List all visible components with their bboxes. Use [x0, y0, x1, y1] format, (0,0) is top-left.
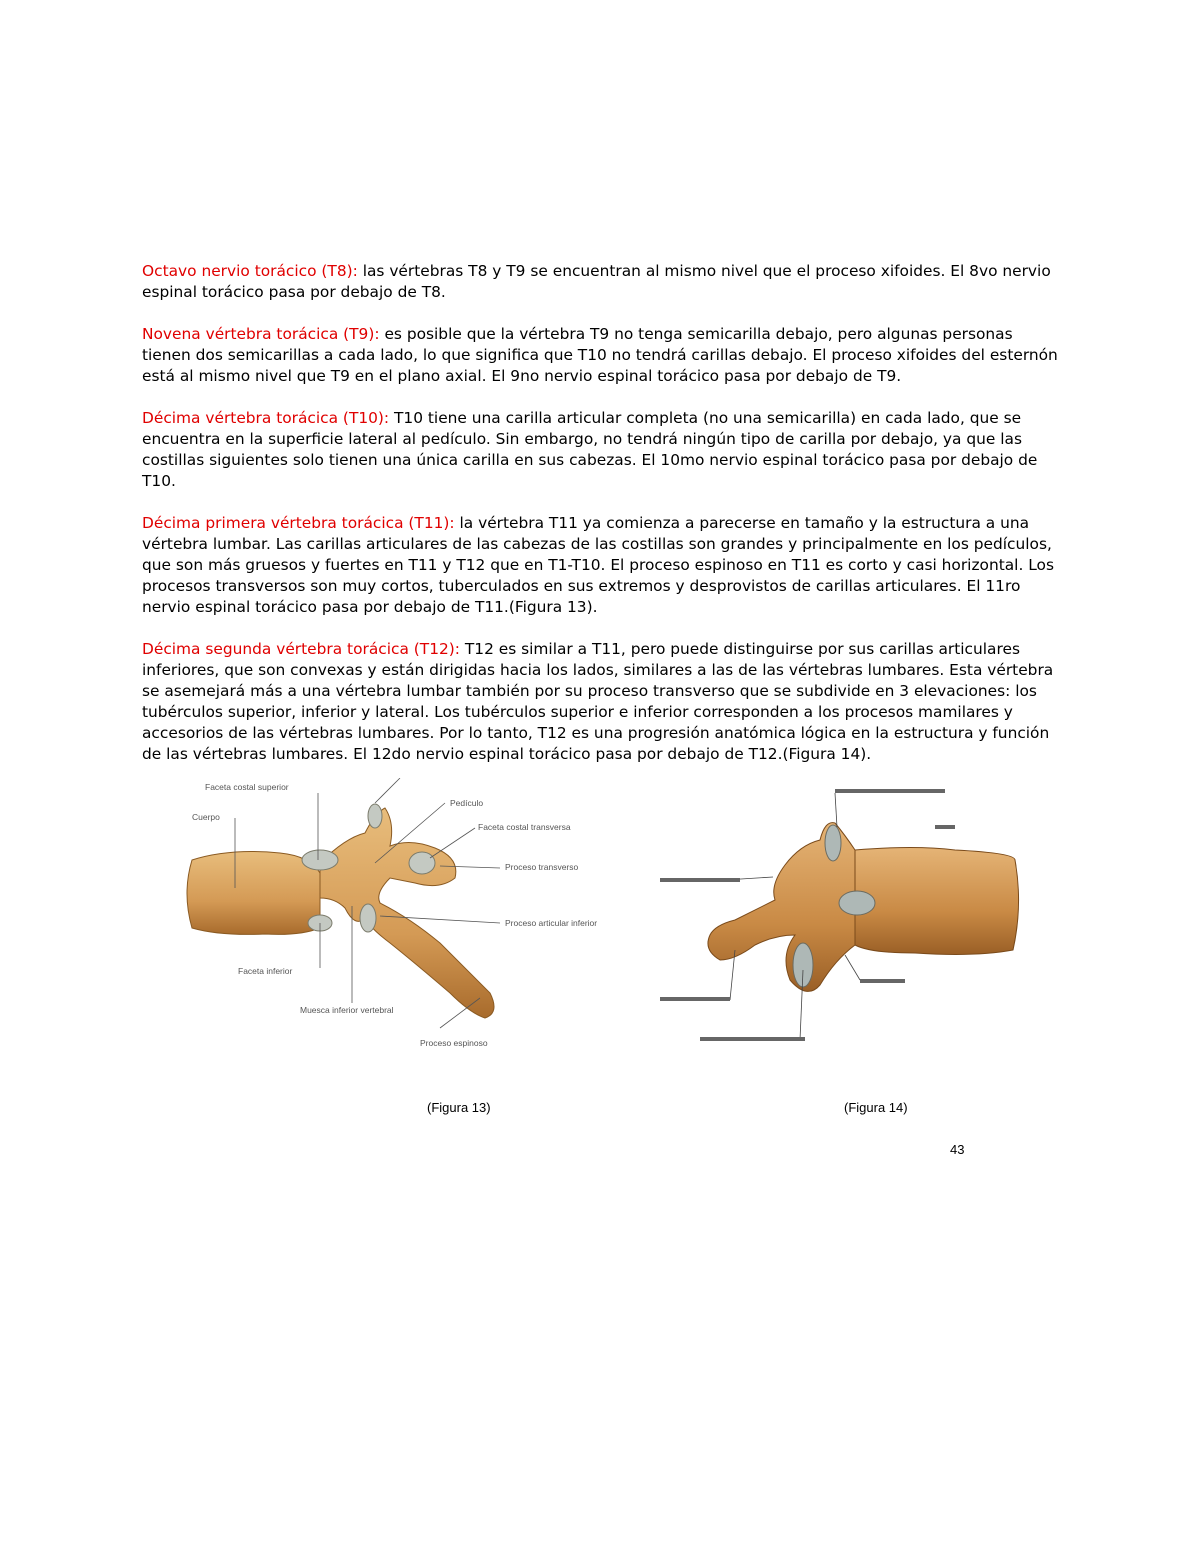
label-figure14-body	[935, 825, 955, 829]
label-proceso-transverso: Proceso transverso	[505, 862, 579, 872]
label-figure14-right	[860, 979, 905, 983]
label-proceso-articular-inferior: Proceso articular inferior	[505, 918, 598, 928]
text-t12: T12 es similar a T11, pero puede distinguirse por sus carillas articulares inferiores, que son convexas y están dirigidas hacia los lados, similares a las de las vértebras lumbares. Esta vértebra se asemejará más a una vértebra lumbar también por su proceso transverso que se subdivide en 3 elevaciones: los tubérculos superior, inferior y lateral. Los tubérculos superior e inferior corresponden a los procesos mamilares y accesorios de las vértebras lumbares. Por lo tanto, T12 es una progresión anatómica lógica en la estructura y función de las vértebras lumbares. El 12do nervio espinal torácico pasa por debajo de T12.(Figura 14).	[142, 640, 1054, 763]
paragraph-t11	[142, 513, 1062, 618]
label-figure14-lower-left	[660, 997, 730, 1001]
caption-figure-14: (Figura 14)	[844, 1100, 908, 1115]
label-proceso-espinoso: Proceso espinoso	[420, 1038, 488, 1048]
text-t8: las vértebras T8 y T9 se encuentran al mismo nivel que el proceso xifoides. El 8vo nervio espinal torácico pasa por debajo de T8.	[142, 262, 1051, 301]
figure-13-illustration	[170, 778, 630, 1058]
text-t9: es posible que la vértebra T9 no tenga semicarilla debajo, pero algunas personas tienen dos semicarillas a cada lado, lo que significa que T10 no tendrá carillas debajo. El proceso xifoides del esternón está al mismo nivel que T9 en el plano axial. El 9no nervio espinal torácico pasa por debajo de T9.	[142, 325, 1058, 385]
vertebra-lateral-drawing	[170, 778, 630, 1058]
label-muesca-inferior: Muesca inferior vertebral	[300, 1005, 394, 1015]
label-pediculo: Pedículo	[450, 798, 484, 808]
paragraph-t8	[142, 261, 1062, 303]
heading-t11: Décima primera vértebra torácica (T11):	[142, 514, 455, 532]
label-faceta-costal-transversa: Faceta costal transversa	[478, 822, 571, 832]
label-faceta-inferior: Faceta inferior	[238, 966, 293, 976]
body-text	[142, 261, 1062, 786]
page-number: 43	[950, 1142, 965, 1157]
paragraph-t9	[142, 324, 1062, 387]
text-t10: T10 tiene una carilla articular completa (no una semicarilla) en cada lado, que se encuentra en la superficie lateral al pedículo. Sin embargo, no tendrá ningún tipo de carilla por debajo, ya que las costillas siguientes solo tienen una única carilla en sus cabezas. El 10mo nervio espinal torácico pasa por debajo de T10.	[142, 409, 1038, 490]
heading-t8: Octavo nervio torácico (T8):	[142, 262, 358, 280]
heading-t12: Décima segunda vértebra torácica (T12):	[142, 640, 460, 658]
heading-t9: Novena vértebra torácica (T9):	[142, 325, 380, 343]
label-faceta-costal-superior: Faceta costal superior	[205, 782, 289, 792]
caption-figure-13: (Figura 13)	[427, 1100, 491, 1115]
label-figure14-left	[660, 878, 740, 882]
heading-t10: Décima vértebra torácica (T10):	[142, 409, 390, 427]
text-t11: la vértebra T11 ya comienza a parecerse en tamaño y la estructura a una vértebra lumbar. Las carillas articulares de las cabezas de las costillas son grandes y principalmente en los pedículos, que son más gruesos y fuertes en T11 y T12 que en T1-T10. El proceso espinoso en T11 es corto y casi horizontal. Los procesos transversos son muy cortos, tuberculados en sus extremos y desprovistos de carillas articulares. El 11ro nervio espinal torácico pasa por debajo de T11.(Figura 13).	[142, 514, 1054, 616]
label-figure14-top	[835, 789, 945, 793]
label-figure14-bottom	[700, 1037, 805, 1041]
vertebra-t12-drawing	[655, 785, 1025, 1050]
paragraph-t10	[142, 408, 1062, 492]
paragraph-t12	[142, 639, 1062, 765]
label-cuerpo: Cuerpo	[192, 812, 220, 822]
figure-14-illustration	[655, 785, 1025, 1050]
